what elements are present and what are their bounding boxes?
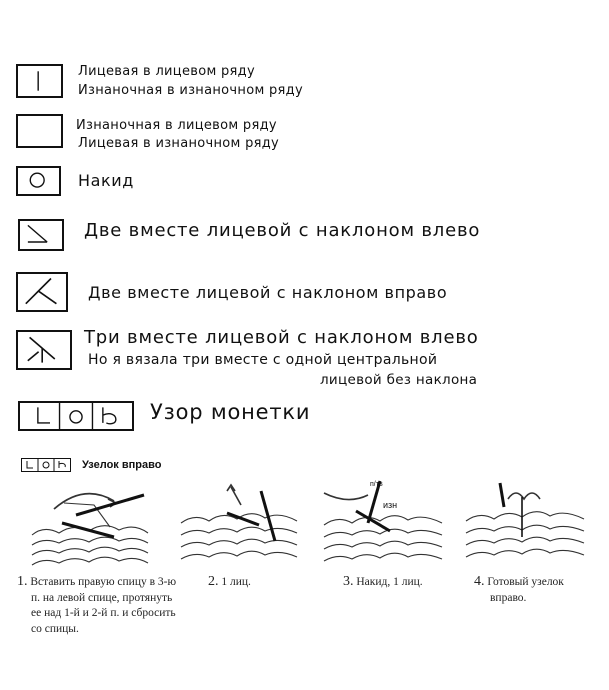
legend-text-1a: Лицевая в лицевом ряду bbox=[78, 64, 255, 79]
legend-text-6a: Три вместе лицевой с наклоном влево bbox=[84, 327, 479, 348]
vertical-line-icon bbox=[18, 66, 61, 96]
legend-text-4: Две вместе лицевой с наклоном влево bbox=[84, 220, 481, 241]
step-2-illustration bbox=[175, 483, 303, 573]
step-2-line-1: 1 лиц. bbox=[221, 576, 251, 588]
diagonal-left-icon bbox=[20, 221, 62, 249]
step-1-number: 1. bbox=[17, 574, 28, 589]
step-1-caption bbox=[17, 574, 207, 637]
step-4-caption bbox=[474, 574, 564, 606]
step-1-line-1: Вставить правую спицу в 3-ю bbox=[30, 576, 177, 588]
circle-icon bbox=[18, 168, 59, 194]
coin-pattern-symbol bbox=[18, 401, 134, 431]
step-4-illustration bbox=[460, 477, 590, 575]
step-1-line-3: ее над 1-й и 2-й п. и сбросить bbox=[31, 607, 176, 619]
legend-text-2b: Лицевая в изнаночном ряду bbox=[78, 136, 280, 151]
knit-stitch-symbol bbox=[16, 64, 63, 98]
step-1-illustration bbox=[24, 475, 154, 575]
legend-text-2a: Изнаночная в лицевом ряду bbox=[76, 118, 277, 133]
legend-text-3: Накид bbox=[78, 171, 134, 190]
legend-text-1b: Изнаночная в изнаночном ряду bbox=[78, 83, 303, 98]
step-1-line-4: со спицы. bbox=[31, 622, 79, 635]
step-2-number: 2. bbox=[208, 574, 219, 589]
step-3-caption bbox=[343, 574, 423, 591]
purl-stitch-symbol bbox=[16, 114, 63, 148]
label-pt: п/тв bbox=[370, 481, 383, 488]
step-2-caption bbox=[208, 574, 251, 591]
legend-text-5: Две вместе лицевой с наклоном вправо bbox=[88, 283, 448, 302]
step-4-line-2: вправо. bbox=[490, 591, 527, 604]
step-3-number: 3. bbox=[343, 574, 354, 589]
coin-pattern-icon bbox=[20, 403, 132, 429]
three-together-left-icon bbox=[18, 332, 70, 368]
yarn-over-symbol bbox=[16, 166, 61, 196]
legend-text-6b: Но я вязала три вместе с одной центральной bbox=[88, 352, 438, 368]
step-3-illustration bbox=[318, 475, 448, 575]
k2tog-left-symbol bbox=[18, 219, 64, 251]
step-4-number: 4. bbox=[474, 574, 485, 589]
step-4-line-1: Готовый узелок bbox=[487, 576, 564, 588]
diagonal-right-icon bbox=[18, 274, 66, 310]
step-3-line-1: Накид, 1 лиц. bbox=[356, 576, 423, 588]
tutorial-title: Узелок вправо bbox=[82, 459, 162, 471]
k2tog-right-symbol bbox=[16, 272, 68, 312]
k3tog-left-symbol bbox=[16, 330, 72, 370]
label-izn: изн bbox=[383, 500, 398, 510]
coin-mini-icon bbox=[21, 458, 71, 472]
legend-text-6c: лицевой без наклона bbox=[320, 372, 478, 388]
legend-text-7: Узор монетки bbox=[150, 400, 311, 424]
step-1-line-2: п. на левой спице, протянуть bbox=[31, 591, 173, 604]
